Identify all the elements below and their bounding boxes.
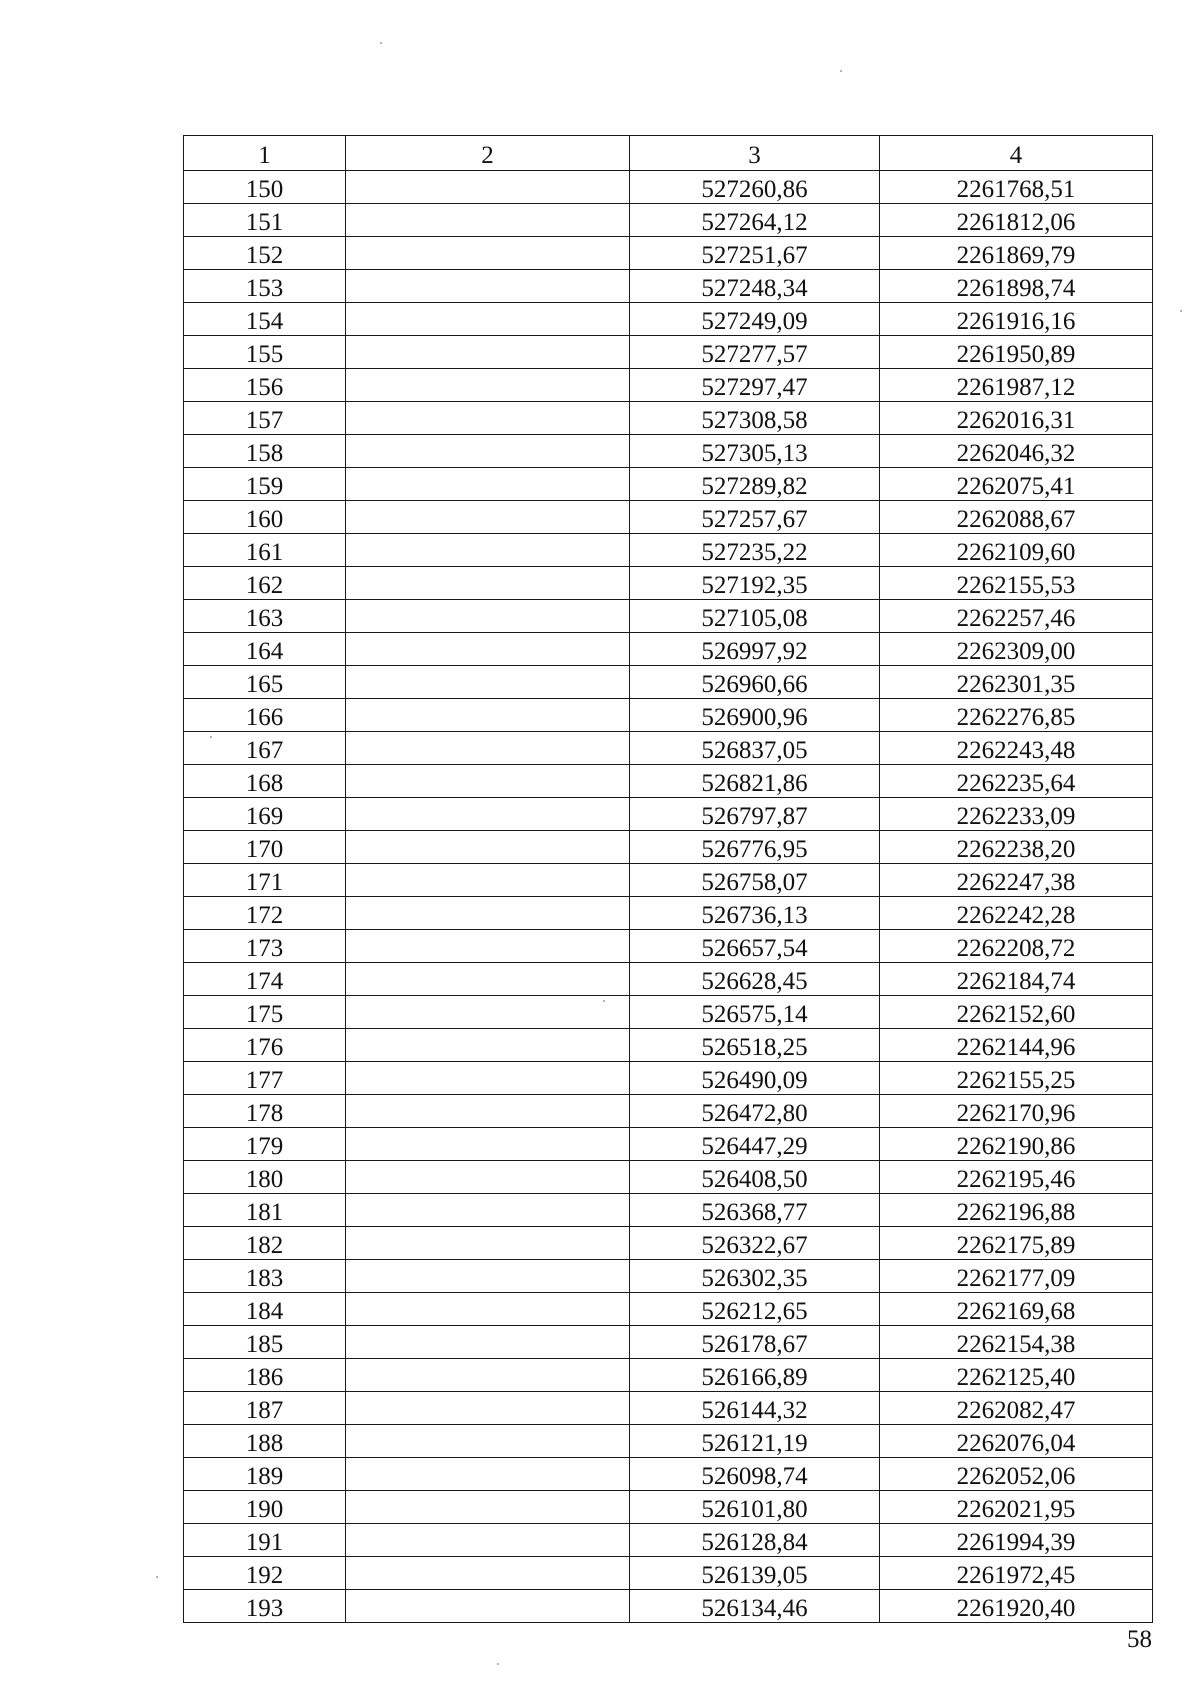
- column-header-4: 4: [880, 136, 1153, 171]
- x-coordinate-cell: 526518,25: [630, 1029, 880, 1062]
- y-coordinate-cell: 2262190,86: [880, 1128, 1153, 1161]
- point-number-cell: 156: [184, 369, 346, 402]
- x-coordinate-cell: 527277,57: [630, 336, 880, 369]
- description-cell: [346, 1491, 630, 1524]
- y-coordinate-cell: 2262247,38: [880, 864, 1153, 897]
- point-number-cell: 174: [184, 963, 346, 996]
- point-number-cell: 192: [184, 1557, 346, 1590]
- table-row: [184, 369, 1153, 402]
- y-coordinate-cell: 2262196,88: [880, 1194, 1153, 1227]
- description-cell: [346, 732, 630, 765]
- table-row: [184, 237, 1153, 270]
- x-coordinate-cell: 526166,89: [630, 1359, 880, 1392]
- y-coordinate-cell: 2262155,25: [880, 1062, 1153, 1095]
- x-coordinate-cell: 527105,08: [630, 600, 880, 633]
- x-coordinate-cell: 527260,86: [630, 171, 880, 204]
- table-row: [184, 1326, 1153, 1359]
- description-cell: [346, 501, 630, 534]
- y-coordinate-cell: 2261972,45: [880, 1557, 1153, 1590]
- header-row: [184, 136, 1153, 171]
- scan-speck: [497, 1663, 499, 1665]
- y-coordinate-cell: 2262170,96: [880, 1095, 1153, 1128]
- description-cell: [346, 930, 630, 963]
- x-coordinate-cell: 526134,46: [630, 1590, 880, 1623]
- description-cell: [346, 600, 630, 633]
- y-coordinate-cell: 2262233,09: [880, 798, 1153, 831]
- point-number-cell: 155: [184, 336, 346, 369]
- table-row: [184, 1095, 1153, 1128]
- y-coordinate-cell: 2262242,28: [880, 897, 1153, 930]
- scan-speck: [603, 1000, 605, 1002]
- x-coordinate-cell: 526837,05: [630, 732, 880, 765]
- point-number-cell: 166: [184, 699, 346, 732]
- table-row: [184, 534, 1153, 567]
- point-number-cell: 163: [184, 600, 346, 633]
- table-row: [184, 1062, 1153, 1095]
- description-cell: [346, 1293, 630, 1326]
- description-cell: [346, 204, 630, 237]
- point-number-cell: 154: [184, 303, 346, 336]
- x-coordinate-cell: 527192,35: [630, 567, 880, 600]
- y-coordinate-cell: 2262177,09: [880, 1260, 1153, 1293]
- point-number-cell: 185: [184, 1326, 346, 1359]
- description-cell: [346, 402, 630, 435]
- table-row: [184, 1524, 1153, 1557]
- point-number-cell: 180: [184, 1161, 346, 1194]
- table-row: [184, 1128, 1153, 1161]
- y-coordinate-cell: 2262169,68: [880, 1293, 1153, 1326]
- table-row: [184, 1293, 1153, 1326]
- table-row: [184, 1260, 1153, 1293]
- scan-speck: [380, 42, 382, 44]
- description-cell: [346, 864, 630, 897]
- table-row: [184, 303, 1153, 336]
- x-coordinate-cell: 526098,74: [630, 1458, 880, 1491]
- description-cell: [346, 1128, 630, 1161]
- y-coordinate-cell: 2262109,60: [880, 534, 1153, 567]
- table-row: [184, 1557, 1153, 1590]
- table-row: [184, 567, 1153, 600]
- point-number-cell: 188: [184, 1425, 346, 1458]
- point-number-cell: 161: [184, 534, 346, 567]
- description-cell: [346, 1029, 630, 1062]
- point-number-cell: 189: [184, 1458, 346, 1491]
- y-coordinate-cell: 2262088,67: [880, 501, 1153, 534]
- table-header: [184, 136, 1153, 171]
- x-coordinate-cell: 527248,34: [630, 270, 880, 303]
- y-coordinate-cell: 2262235,64: [880, 765, 1153, 798]
- table-row: [184, 1359, 1153, 1392]
- table-row: [184, 1590, 1153, 1623]
- x-coordinate-cell: 526121,19: [630, 1425, 880, 1458]
- point-number-cell: 184: [184, 1293, 346, 1326]
- x-coordinate-cell: 526212,65: [630, 1293, 880, 1326]
- y-coordinate-cell: 2262184,74: [880, 963, 1153, 996]
- point-number-cell: 167: [184, 732, 346, 765]
- column-header-2: 2: [346, 136, 630, 171]
- y-coordinate-cell: 2262208,72: [880, 930, 1153, 963]
- y-coordinate-cell: 2261920,40: [880, 1590, 1153, 1623]
- description-cell: [346, 1359, 630, 1392]
- description-cell: [346, 303, 630, 336]
- point-number-cell: 151: [184, 204, 346, 237]
- description-cell: [346, 633, 630, 666]
- y-coordinate-cell: 2262144,96: [880, 1029, 1153, 1062]
- table-row: [184, 336, 1153, 369]
- x-coordinate-cell: 526997,92: [630, 633, 880, 666]
- table-row: [184, 402, 1153, 435]
- x-coordinate-cell: 526139,05: [630, 1557, 880, 1590]
- y-coordinate-cell: 2262152,60: [880, 996, 1153, 1029]
- y-coordinate-cell: 2262125,40: [880, 1359, 1153, 1392]
- x-coordinate-cell: 527297,47: [630, 369, 880, 402]
- x-coordinate-cell: 526736,13: [630, 897, 880, 930]
- description-cell: [346, 1392, 630, 1425]
- point-number-cell: 165: [184, 666, 346, 699]
- point-number-cell: 173: [184, 930, 346, 963]
- x-coordinate-cell: 527308,58: [630, 402, 880, 435]
- y-coordinate-cell: 2261987,12: [880, 369, 1153, 402]
- x-coordinate-cell: 526575,14: [630, 996, 880, 1029]
- description-cell: [346, 831, 630, 864]
- x-coordinate-cell: 526368,77: [630, 1194, 880, 1227]
- y-coordinate-cell: 2262076,04: [880, 1425, 1153, 1458]
- x-coordinate-cell: 527257,67: [630, 501, 880, 534]
- y-coordinate-cell: 2262075,41: [880, 468, 1153, 501]
- x-coordinate-cell: 526628,45: [630, 963, 880, 996]
- x-coordinate-cell: 526490,09: [630, 1062, 880, 1095]
- description-cell: [346, 798, 630, 831]
- table-row: [184, 765, 1153, 798]
- y-coordinate-cell: 2262021,95: [880, 1491, 1153, 1524]
- x-coordinate-cell: 526101,80: [630, 1491, 880, 1524]
- description-cell: [346, 1161, 630, 1194]
- description-cell: [346, 468, 630, 501]
- y-coordinate-cell: 2262082,47: [880, 1392, 1153, 1425]
- y-coordinate-cell: 2262309,00: [880, 633, 1153, 666]
- point-number-cell: 170: [184, 831, 346, 864]
- x-coordinate-cell: 527264,12: [630, 204, 880, 237]
- x-coordinate-cell: 526797,87: [630, 798, 880, 831]
- scan-speck: [210, 736, 212, 738]
- point-number-cell: 171: [184, 864, 346, 897]
- point-number-cell: 157: [184, 402, 346, 435]
- table-row: [184, 468, 1153, 501]
- description-cell: [346, 567, 630, 600]
- y-coordinate-cell: 2262155,53: [880, 567, 1153, 600]
- description-cell: [346, 171, 630, 204]
- x-coordinate-cell: 526960,66: [630, 666, 880, 699]
- table-row: [184, 1458, 1153, 1491]
- point-number-cell: 169: [184, 798, 346, 831]
- point-number-cell: 176: [184, 1029, 346, 1062]
- point-number-cell: 160: [184, 501, 346, 534]
- y-coordinate-cell: 2262238,20: [880, 831, 1153, 864]
- description-cell: [346, 1326, 630, 1359]
- column-header-1: 1: [184, 136, 346, 171]
- point-number-cell: 191: [184, 1524, 346, 1557]
- x-coordinate-cell: 527289,82: [630, 468, 880, 501]
- table-row: [184, 732, 1153, 765]
- description-cell: [346, 1095, 630, 1128]
- description-cell: [346, 897, 630, 930]
- point-number-cell: 183: [184, 1260, 346, 1293]
- table-row: [184, 864, 1153, 897]
- x-coordinate-cell: 526408,50: [630, 1161, 880, 1194]
- description-cell: [346, 1260, 630, 1293]
- point-number-cell: 193: [184, 1590, 346, 1623]
- table-row: [184, 798, 1153, 831]
- table-row: [184, 270, 1153, 303]
- table-row: [184, 1161, 1153, 1194]
- y-coordinate-cell: 2262276,85: [880, 699, 1153, 732]
- table-row: [184, 963, 1153, 996]
- description-cell: [346, 699, 630, 732]
- x-coordinate-cell: 526144,32: [630, 1392, 880, 1425]
- x-coordinate-cell: 526322,67: [630, 1227, 880, 1260]
- x-coordinate-cell: 526178,67: [630, 1326, 880, 1359]
- y-coordinate-cell: 2262052,06: [880, 1458, 1153, 1491]
- point-number-cell: 162: [184, 567, 346, 600]
- y-coordinate-cell: 2261950,89: [880, 336, 1153, 369]
- page-number: 58: [1127, 1626, 1152, 1653]
- table-row: [184, 435, 1153, 468]
- description-cell: [346, 336, 630, 369]
- y-coordinate-cell: 2261869,79: [880, 237, 1153, 270]
- y-coordinate-cell: 2262154,38: [880, 1326, 1153, 1359]
- description-cell: [346, 270, 630, 303]
- description-cell: [346, 435, 630, 468]
- table-row: [184, 1029, 1153, 1062]
- point-number-cell: 158: [184, 435, 346, 468]
- table-row: [184, 204, 1153, 237]
- table-row: [184, 1392, 1153, 1425]
- description-cell: [346, 666, 630, 699]
- description-cell: [346, 237, 630, 270]
- table-row: [184, 897, 1153, 930]
- description-cell: [346, 1524, 630, 1557]
- description-cell: [346, 1458, 630, 1491]
- table-row: [184, 666, 1153, 699]
- scan-speck: [840, 70, 842, 72]
- x-coordinate-cell: 527251,67: [630, 237, 880, 270]
- x-coordinate-cell: 527305,13: [630, 435, 880, 468]
- table-row: [184, 996, 1153, 1029]
- point-number-cell: 172: [184, 897, 346, 930]
- y-coordinate-cell: 2261916,16: [880, 303, 1153, 336]
- point-number-cell: 181: [184, 1194, 346, 1227]
- description-cell: [346, 963, 630, 996]
- x-coordinate-cell: 526302,35: [630, 1260, 880, 1293]
- x-coordinate-cell: 526657,54: [630, 930, 880, 963]
- y-coordinate-cell: 2262243,48: [880, 732, 1153, 765]
- table-row: [184, 501, 1153, 534]
- table-row: [184, 1425, 1153, 1458]
- point-number-cell: 178: [184, 1095, 346, 1128]
- y-coordinate-cell: 2262195,46: [880, 1161, 1153, 1194]
- point-number-cell: 187: [184, 1392, 346, 1425]
- x-coordinate-cell: 526447,29: [630, 1128, 880, 1161]
- description-cell: [346, 1557, 630, 1590]
- description-cell: [346, 765, 630, 798]
- y-coordinate-cell: 2261768,51: [880, 171, 1153, 204]
- x-coordinate-cell: 526900,96: [630, 699, 880, 732]
- point-number-cell: 177: [184, 1062, 346, 1095]
- x-coordinate-cell: 526776,95: [630, 831, 880, 864]
- y-coordinate-cell: 2261994,39: [880, 1524, 1153, 1557]
- table-row: [184, 1491, 1153, 1524]
- x-coordinate-cell: 527235,22: [630, 534, 880, 567]
- point-number-cell: 164: [184, 633, 346, 666]
- description-cell: [346, 1590, 630, 1623]
- point-number-cell: 179: [184, 1128, 346, 1161]
- description-cell: [346, 1194, 630, 1227]
- table-row: [184, 1194, 1153, 1227]
- x-coordinate-cell: 527249,09: [630, 303, 880, 336]
- table-row: [184, 831, 1153, 864]
- point-number-cell: 152: [184, 237, 346, 270]
- description-cell: [346, 1227, 630, 1260]
- table-row: [184, 930, 1153, 963]
- description-cell: [346, 369, 630, 402]
- table-row: [184, 171, 1153, 204]
- point-number-cell: 168: [184, 765, 346, 798]
- table-row: [184, 600, 1153, 633]
- point-number-cell: 182: [184, 1227, 346, 1260]
- description-cell: [346, 1062, 630, 1095]
- description-cell: [346, 996, 630, 1029]
- point-number-cell: 153: [184, 270, 346, 303]
- x-coordinate-cell: 526128,84: [630, 1524, 880, 1557]
- table-row: [184, 1227, 1153, 1260]
- table-row: [184, 633, 1153, 666]
- table-body: [184, 171, 1153, 1623]
- table-row: [184, 699, 1153, 732]
- description-cell: [346, 1425, 630, 1458]
- column-header-3: 3: [630, 136, 880, 171]
- point-number-cell: 159: [184, 468, 346, 501]
- scan-speck: [1180, 310, 1182, 312]
- scan-speck: [156, 1576, 158, 1578]
- x-coordinate-cell: 526821,86: [630, 765, 880, 798]
- point-number-cell: 175: [184, 996, 346, 1029]
- x-coordinate-cell: 526472,80: [630, 1095, 880, 1128]
- point-number-cell: 190: [184, 1491, 346, 1524]
- y-coordinate-cell: 2261812,06: [880, 204, 1153, 237]
- description-cell: [346, 534, 630, 567]
- y-coordinate-cell: 2262257,46: [880, 600, 1153, 633]
- y-coordinate-cell: 2262301,35: [880, 666, 1153, 699]
- coordinates-table: [183, 135, 1153, 1623]
- x-coordinate-cell: 526758,07: [630, 864, 880, 897]
- y-coordinate-cell: 2261898,74: [880, 270, 1153, 303]
- point-number-cell: 150: [184, 171, 346, 204]
- y-coordinate-cell: 2262016,31: [880, 402, 1153, 435]
- y-coordinate-cell: 2262046,32: [880, 435, 1153, 468]
- y-coordinate-cell: 2262175,89: [880, 1227, 1153, 1260]
- point-number-cell: 186: [184, 1359, 346, 1392]
